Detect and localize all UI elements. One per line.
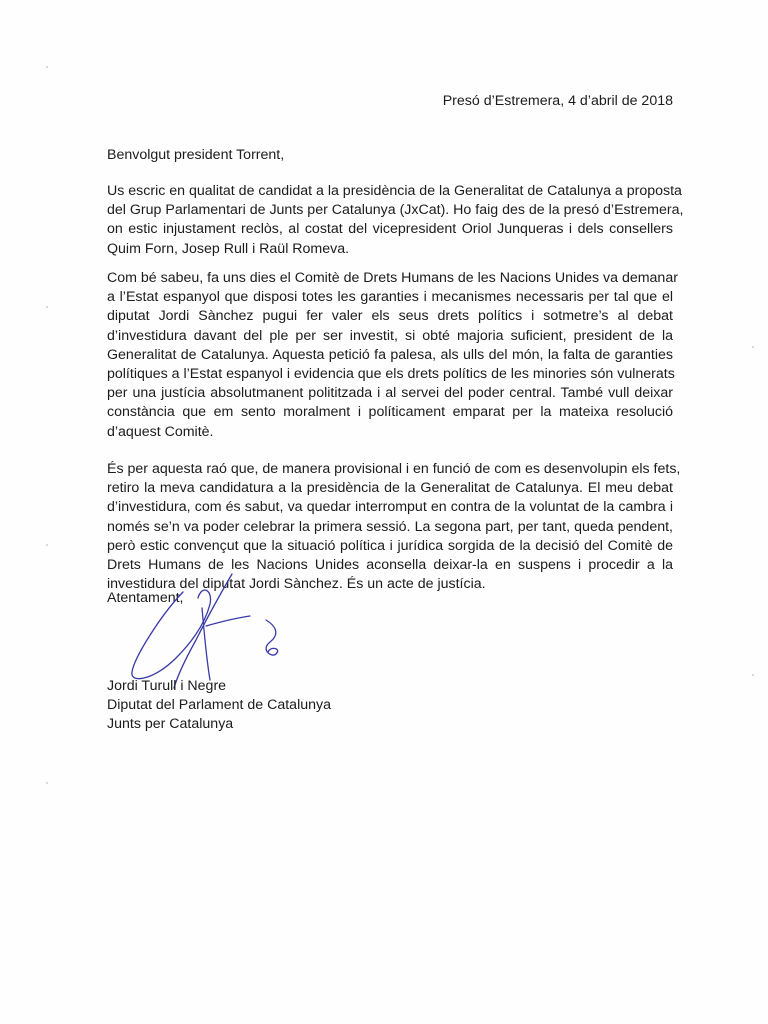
place-date: Presó d’Estremera, 4 d’abril de 2018	[442, 93, 673, 109]
signatory-role: Diputat del Parlament de Catalunya	[107, 697, 331, 713]
paragraph-line: d’investidura, com és sabut, va quedar interromput en contra de la voluntat de la cambra i	[107, 499, 673, 516]
closing: Atentament,	[107, 590, 184, 606]
scan-speck	[46, 544, 48, 546]
paragraph-line: a l’Estat espanyol que disposi totes les garanties i mecanismes necessaris per tal que el	[107, 289, 673, 306]
paragraph-line: Generalitat de Catalunya. Aquesta petició fa palesa, als ulls del món, la falta de garanties	[107, 346, 673, 363]
paragraph-line: només se’n va poder celebrar la primera sessió. La segona part, per tant, queda pendent,	[107, 518, 673, 535]
scan-speck	[46, 306, 48, 308]
paragraph-line: Drets Humans de les Nacions Unides aconsella deixar-la en suspens i procedir a la	[107, 557, 673, 574]
paragraph-un-committee	[107, 269, 678, 442]
paragraph-line: polítiques a l’Estat espanyol i evidencia que els drets polítics de les minories són vulnerats	[107, 366, 675, 383]
paragraph-line: constància que em sento moralment i políticament emparat per la mateixa resolució	[107, 404, 673, 421]
paragraph-line: retiro la meva candidatura a la presidència de la Generalitat de Catalunya. El meu debat	[107, 480, 673, 497]
paragraph-line: però estic convençut que la situació política i jurídica sorgida de la decisió del Comitè de	[107, 537, 673, 554]
paragraph-line: d’investidura davant del ple per ser investit, si obté majoria suficient, president de la	[107, 327, 673, 344]
signature-stroke	[202, 608, 210, 680]
signature-stroke	[266, 620, 278, 655]
paragraph-line: investidura del diputat Jordi Sànchez. És un acte de justícia.	[107, 576, 486, 593]
scan-speck	[752, 674, 754, 676]
paragraph-line: diputat Jordi Sànchez pugui fer valer els seus drets polítics i sotmetre’s al debat	[107, 308, 673, 325]
scan-speck	[752, 346, 754, 348]
scan-speck	[46, 782, 48, 784]
paragraph-withdrawal	[107, 460, 681, 594]
paragraph-line: on estic injustament reclòs, al costat del vicepresident Oriol Junqueras i dels consellers	[107, 221, 673, 238]
signature-stroke	[206, 616, 250, 626]
paragraph-line: Quim Forn, Josep Rull i Raül Romeva.	[107, 240, 350, 257]
paragraph-line: per una justícia absolutmanent polititzada i al servei del poder central. També vull deixar	[107, 385, 673, 402]
signature-block	[107, 677, 331, 734]
paragraph-line: És per aquesta raó que, de manera provisional i en funció de com es desenvolupin els fets,	[107, 461, 681, 477]
paragraph-line: d’aquest Comitè.	[107, 423, 214, 440]
paragraph-line: Us escric en qualitat de candidat a la presidència de la Generalitat de Catalunya a proposta	[107, 183, 682, 199]
signatory-name: Jordi Turull i Negre	[107, 678, 227, 694]
paragraph-candidacy	[107, 182, 684, 259]
paragraph-line: del Grup Parlamentari de Junts per Catalunya (JxCat). Ho faig des de la presó d’Estremera,	[107, 202, 684, 219]
salutation: Benvolgut president Torrent,	[107, 147, 285, 163]
signatory-party: Junts per Catalunya	[107, 716, 234, 732]
scan-speck	[46, 66, 48, 68]
paragraph-line: Com bé sabeu, fa uns dies el Comitè de Drets Humans de les Nacions Unides va demanar	[107, 270, 678, 286]
